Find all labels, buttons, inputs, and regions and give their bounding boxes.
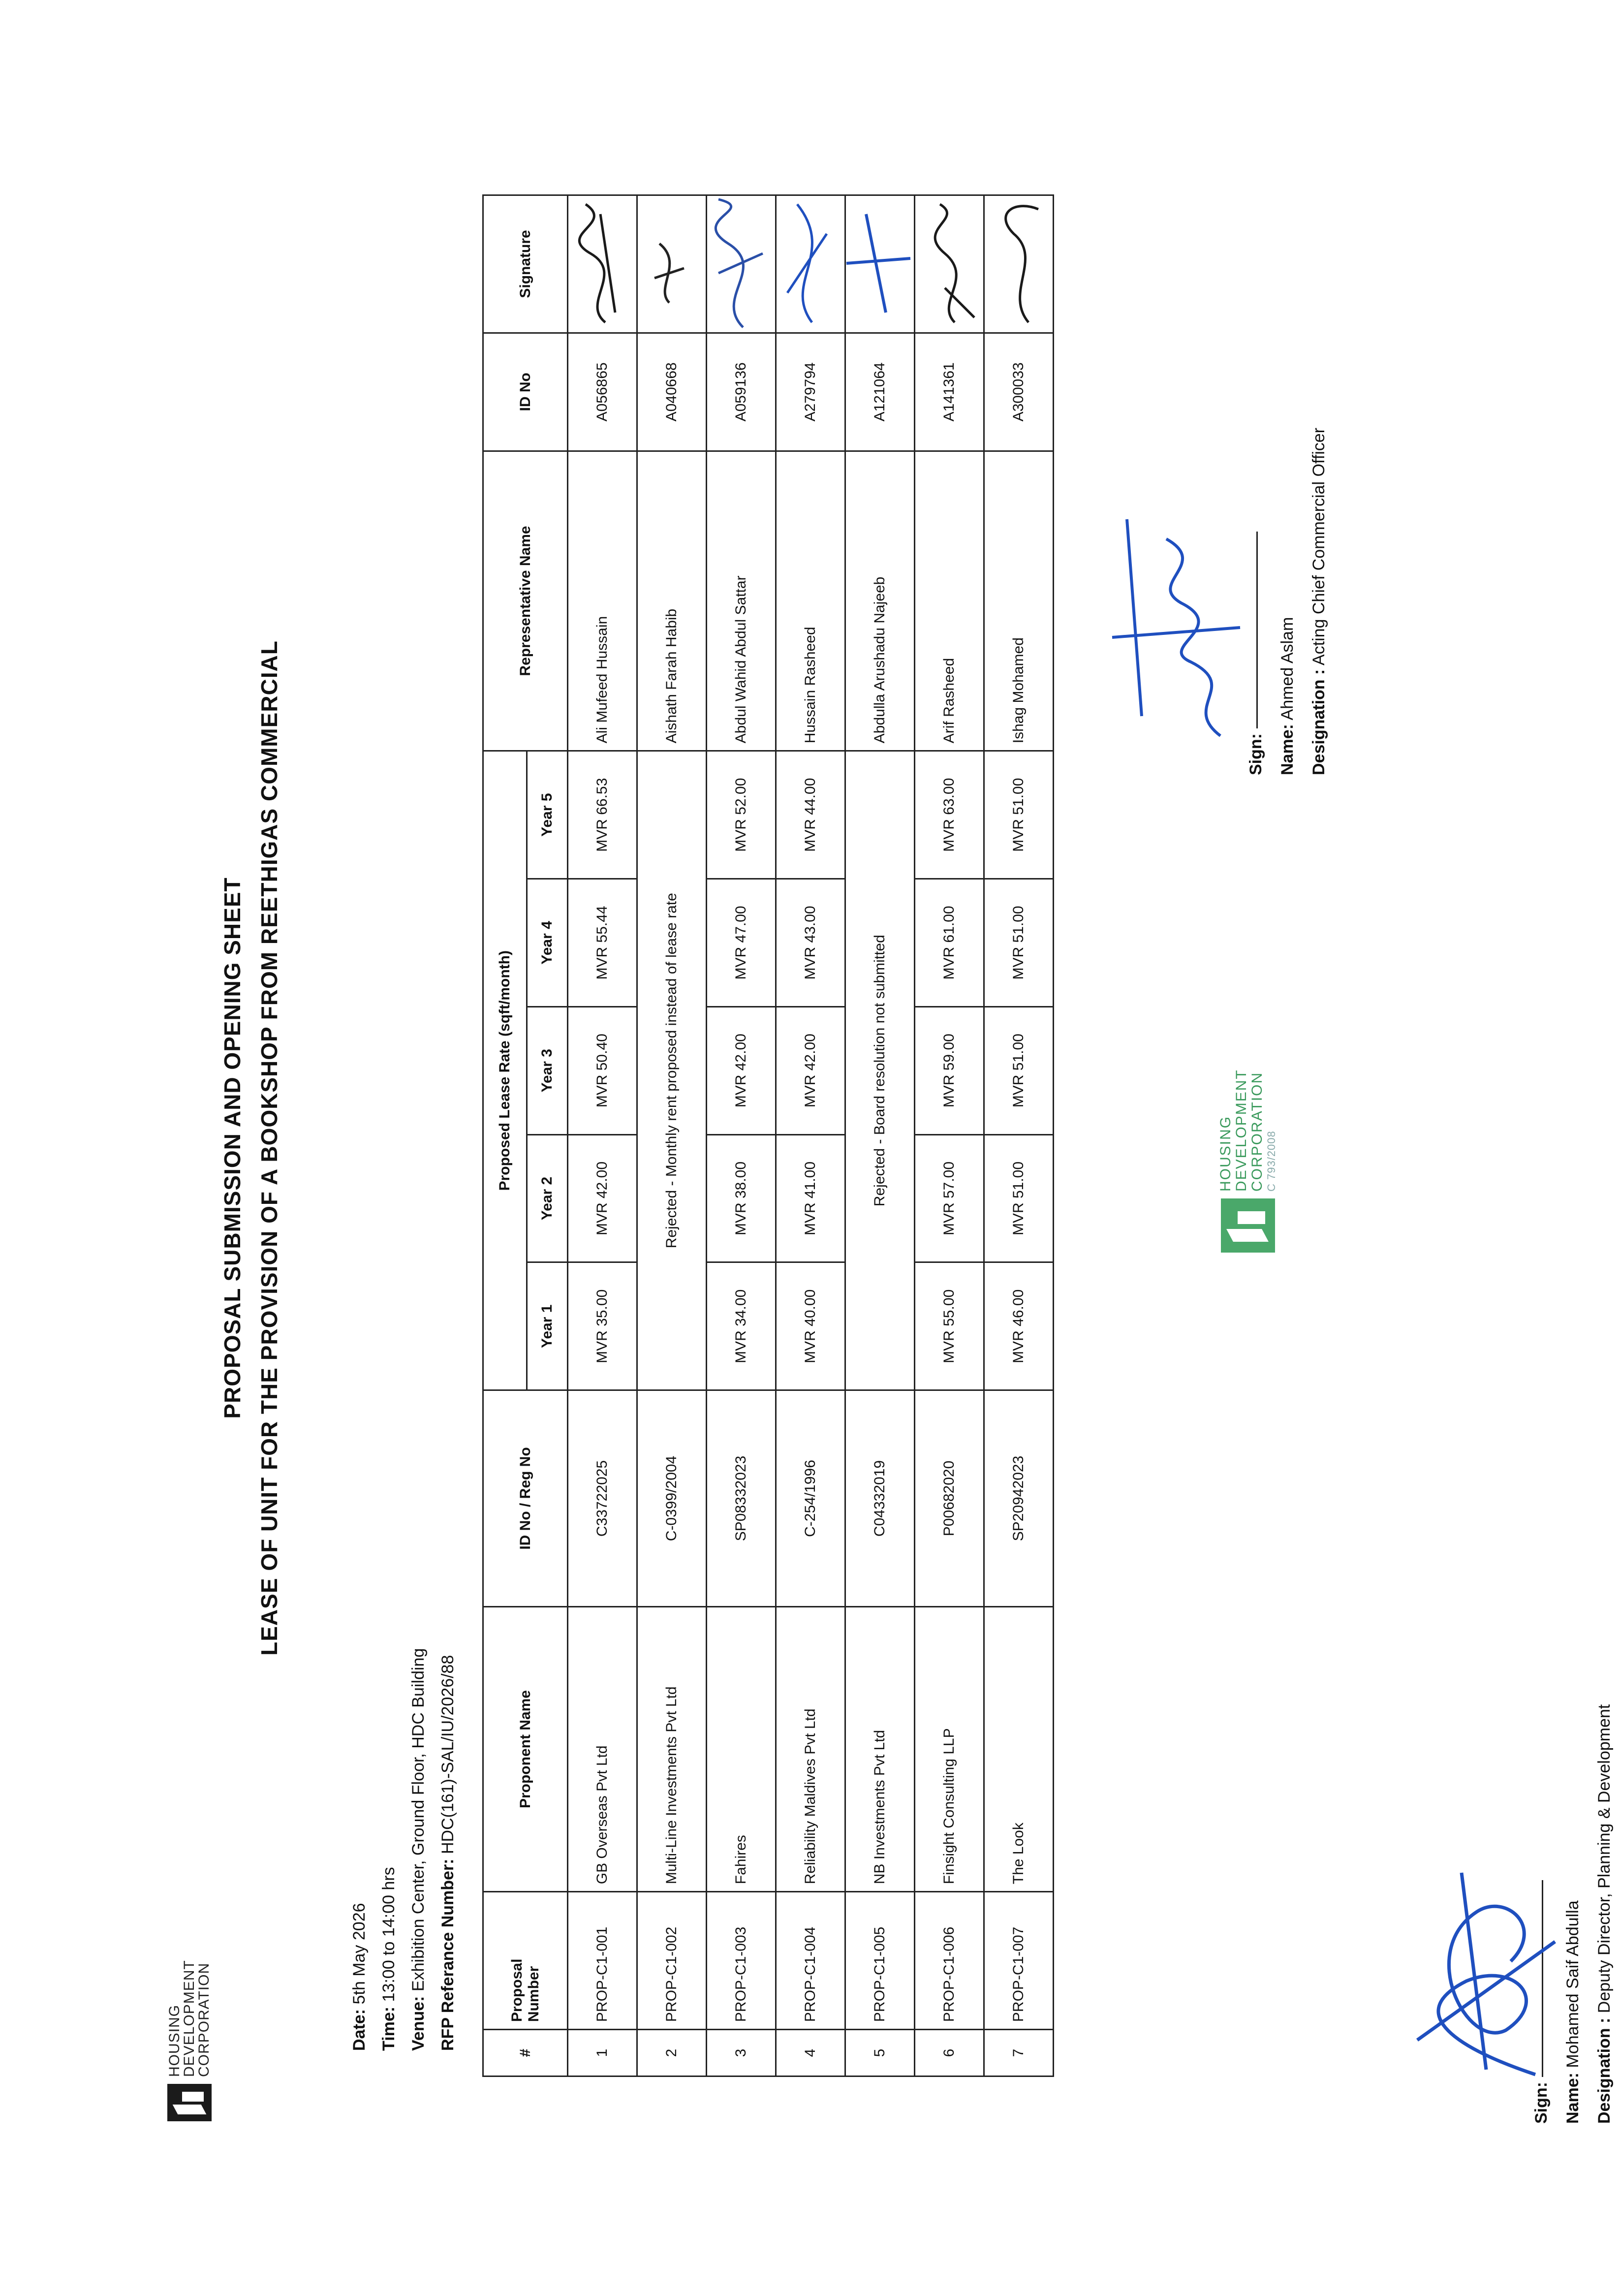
col-proponent-name: Proponent Name <box>483 1606 568 1891</box>
col-signature: Signature <box>483 195 568 333</box>
row-signatures-svg <box>571 194 1053 332</box>
row-proposal-number: PROP-C1-001 <box>568 1892 637 2030</box>
row-year-3: MVR 59.00 <box>915 1006 984 1134</box>
col-lease-rate-group: Proposed Lease Rate (sqft/month) <box>483 751 527 1390</box>
date-label: Date: <box>350 2009 369 2051</box>
signature-scribble <box>1006 206 1038 322</box>
row-proposal-number: PROP-C1-007 <box>984 1892 1054 2030</box>
time-line <box>374 1648 404 2051</box>
row-reg: SP08332023 <box>707 1390 776 1607</box>
name-value: Mohamed Saif Abdulla <box>1563 1900 1582 2068</box>
row-reg: C04332019 <box>845 1390 915 1607</box>
designation-value: Acting Chief Commercial Officer <box>1309 428 1328 666</box>
row-num: 3 <box>707 2030 776 2076</box>
signature-scribble <box>787 204 827 322</box>
sheet-subtitle: LEASE OF UNIT FOR THE PROVISION OF A BOOKSHOP FROM REETHIGAS COMMERCIAL <box>256 640 282 1656</box>
row-proponent: The Look <box>984 1606 1054 1891</box>
venue-label: Venue: <box>409 1996 428 2051</box>
sign-label: Sign: <box>1246 733 1265 775</box>
row-representative: Aishath Farah Habib <box>637 451 707 751</box>
signature-scribble <box>1112 519 1240 736</box>
row-proposal-number: PROP-C1-003 <box>707 1892 776 2030</box>
row-proposal-number: PROP-C1-006 <box>915 1892 984 2030</box>
row-num: 5 <box>845 2030 915 2076</box>
row-rejection-note: Rejected - Board resolution not submitted <box>845 751 915 1390</box>
name-line-right <box>1272 428 1303 775</box>
sign-label: Sign: <box>1532 2082 1551 2124</box>
col-year-4: Year 4 <box>527 879 568 1007</box>
col-id-reg: ID No / Reg No <box>483 1390 568 1607</box>
logo-line-2: DEVELOPMENT <box>181 1960 197 2077</box>
row-year-4: MVR 47.00 <box>707 879 776 1007</box>
row-id-no: A121064 <box>845 333 915 451</box>
row-id-no: A056865 <box>568 333 637 451</box>
row-id-no: A059136 <box>707 333 776 451</box>
row-year-4: MVR 43.00 <box>776 879 845 1007</box>
row-year-2: MVR 41.00 <box>776 1134 845 1262</box>
time-value: 13:00 to 14:00 hrs <box>379 1867 398 2002</box>
row-proponent: NB Investments Pvt Ltd <box>845 1606 915 1891</box>
row-year-3: MVR 51.00 <box>984 1006 1054 1134</box>
signature-scribble <box>935 204 974 322</box>
stamp-ref: C 793/2008 <box>1265 1131 1277 1192</box>
row-year-2: MVR 38.00 <box>707 1134 776 1262</box>
logo-line-1: HOUSING <box>166 2004 183 2077</box>
row-year-4: MVR 55.44 <box>568 879 637 1007</box>
row-proposal-number: PROP-C1-002 <box>637 1892 707 2030</box>
company-stamp <box>1218 1069 1278 1253</box>
row-year-1: MVR 40.00 <box>776 1262 845 1390</box>
row-num: 7 <box>984 2030 1054 2076</box>
signature-scribble <box>846 214 910 313</box>
row-year-3: MVR 50.40 <box>568 1006 637 1134</box>
venue-line <box>404 1648 433 2051</box>
table-row <box>707 195 776 2076</box>
col-year-1: Year 1 <box>527 1262 568 1390</box>
row-id-no: A141361 <box>915 333 984 451</box>
rfp-line <box>433 1648 463 2051</box>
stamp-text <box>1218 1069 1278 1192</box>
row-proponent: GB Overseas Pvt Ltd <box>568 1606 637 1891</box>
row-year-4: MVR 51.00 <box>984 879 1054 1007</box>
row-year-5: MVR 63.00 <box>915 751 984 879</box>
row-representative: Hussain Rasheed <box>776 451 845 751</box>
row-id-no: A300033 <box>984 333 1054 451</box>
row-representative: Abdul Wahid Abdul Sattar <box>707 451 776 751</box>
rfp-label: RFP Referance Number: <box>438 1858 457 2051</box>
row-year-1: MVR 35.00 <box>568 1262 637 1390</box>
row-reg: P00682020 <box>915 1390 984 1607</box>
col-num: # <box>483 2030 568 2076</box>
row-proponent: Reliability Maldives Pvt Ltd <box>776 1606 845 1891</box>
proposal-table <box>482 194 1054 2077</box>
col-year-5: Year 5 <box>527 751 568 879</box>
venue-value: Exhibition Center, Ground Floor, HDC Building <box>409 1648 428 1992</box>
sheet-title: PROPOSAL SUBMISSION AND OPENING SHEET <box>219 877 245 1419</box>
rfp-value: HDC(161)-SAL/IU/2026/88 <box>438 1655 457 1855</box>
row-year-5: MVR 66.53 <box>568 751 637 879</box>
table-row <box>845 195 915 2076</box>
row-num: 2 <box>637 2030 707 2076</box>
row-year-2: MVR 42.00 <box>568 1134 637 1262</box>
table-row <box>984 195 1054 2076</box>
hdc-logo-icon <box>167 2084 212 2121</box>
row-year-4: MVR 61.00 <box>915 879 984 1007</box>
row-year-3: MVR 42.00 <box>707 1006 776 1134</box>
table-row <box>568 195 637 2076</box>
col-proposal-number: Proposal Number <box>483 1892 568 2030</box>
signature-scribble <box>1417 1873 1555 2075</box>
designation-value: Deputy Director, Planning & Development <box>1595 1704 1614 2013</box>
designation-label: Designation : <box>1595 2017 1614 2124</box>
col-representative: Representative Name <box>483 451 568 751</box>
table-row <box>915 195 984 2076</box>
designation-line-right <box>1303 428 1335 775</box>
hdc-logo-text <box>167 1960 212 2077</box>
name-label: Name: <box>1563 2073 1582 2124</box>
hdc-logo <box>167 1960 212 2121</box>
stamp-line-1: HOUSING <box>1217 1115 1234 1192</box>
row-representative: Abdulla Arushadu Najeeb <box>845 451 915 751</box>
row-rejection-note: Rejected - Monthly rent proposed instead of lease rate <box>637 751 707 1390</box>
col-year-2: Year 2 <box>527 1134 568 1262</box>
designation-line-left <box>1589 1704 1620 2124</box>
row-proponent: Finsight Consulting LLP <box>915 1606 984 1891</box>
row-reg: C-0399/2004 <box>637 1390 707 1607</box>
name-label: Name: <box>1278 724 1297 775</box>
table-row <box>776 195 845 2076</box>
row-year-2: MVR 51.00 <box>984 1134 1054 1262</box>
row-proponent: Multi-Line Investments Pvt Ltd <box>637 1606 707 1891</box>
col-id-no: ID No <box>483 333 568 451</box>
row-reg: C33722025 <box>568 1390 637 1607</box>
row-year-3: MVR 42.00 <box>776 1006 845 1134</box>
row-year-1: MVR 34.00 <box>707 1262 776 1390</box>
row-year-2: MVR 57.00 <box>915 1134 984 1262</box>
row-id-no: A279794 <box>776 333 845 451</box>
name-value: Ahmed Aslam <box>1278 617 1297 721</box>
signature-scribble <box>654 244 684 303</box>
row-num: 1 <box>568 2030 637 2076</box>
time-label: Time: <box>379 2006 398 2051</box>
right-signature-svg <box>1083 500 1260 746</box>
date-line <box>344 1648 374 2051</box>
meeting-details <box>344 1648 463 2051</box>
stamp-line-3: CORPORATION <box>1249 1071 1265 1192</box>
row-num: 6 <box>915 2030 984 2076</box>
table-row <box>637 195 707 2076</box>
signature-scribble <box>579 204 615 322</box>
row-id-no: A040668 <box>637 333 707 451</box>
row-representative: Ali Mufeed Hussain <box>568 451 637 751</box>
row-year-1: MVR 46.00 <box>984 1262 1054 1390</box>
signature-scribble <box>716 199 763 327</box>
row-proponent: Fahires <box>707 1606 776 1891</box>
col-year-3: Year 3 <box>527 1006 568 1134</box>
row-reg: SP20942023 <box>984 1390 1054 1607</box>
row-proposal-number: PROP-C1-005 <box>845 1892 915 2030</box>
row-reg: C-254/1996 <box>776 1390 845 1607</box>
logo-line-3: CORPORATION <box>196 1962 212 2077</box>
row-year-5: MVR 51.00 <box>984 751 1054 879</box>
stamp-logo-icon <box>1221 1198 1275 1253</box>
designation-label: Designation : <box>1309 669 1328 775</box>
row-num: 4 <box>776 2030 845 2076</box>
row-year-5: MVR 44.00 <box>776 751 845 879</box>
row-representative: Ishag Mohamed <box>984 451 1054 751</box>
row-year-1: MVR 55.00 <box>915 1262 984 1390</box>
stamp-line-2: DEVELOPMENT <box>1233 1069 1249 1192</box>
row-year-5: MVR 52.00 <box>707 751 776 879</box>
date-value: 5th May 2026 <box>350 1903 369 2005</box>
left-signature-svg <box>1388 1863 1575 2089</box>
row-proposal-number: PROP-C1-004 <box>776 1892 845 2030</box>
row-representative: Arif Rasheed <box>915 451 984 751</box>
